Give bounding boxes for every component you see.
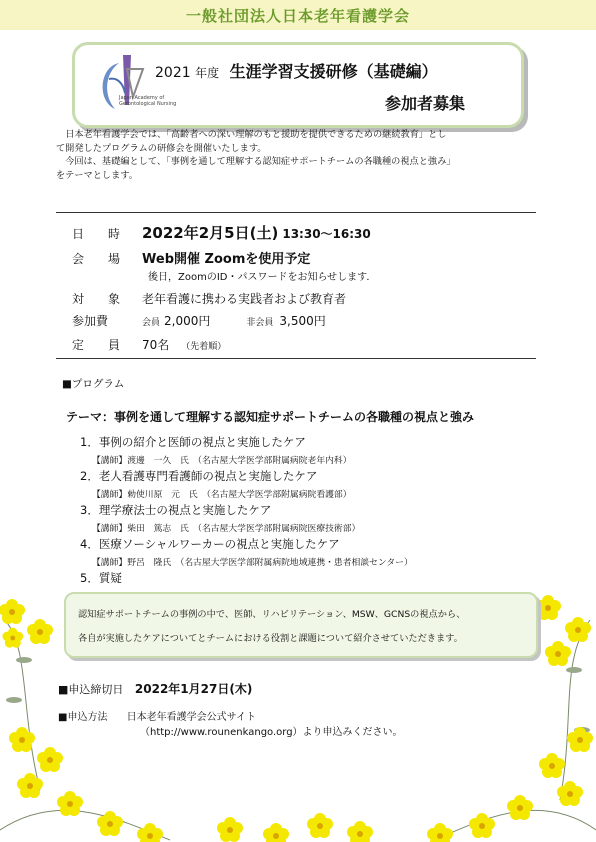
title-nendo: 年度 bbox=[195, 66, 220, 80]
title-sub: 参加者募集 bbox=[385, 94, 466, 113]
title-line1 bbox=[155, 59, 438, 82]
apply-method: ■申込方法 日本老年看護学会公式サイト （http://www.rounenkango.org）より申込みください。 bbox=[58, 712, 403, 738]
title-year: 2021 bbox=[155, 65, 191, 81]
title-main: 生涯学習支援研修（基礎編） bbox=[229, 62, 438, 81]
program-heading: ■プログラム bbox=[62, 378, 125, 390]
info-fee: 参加費 会員 2,000円 非会員 3,500円 bbox=[72, 314, 326, 328]
info-date: 日 時 2022年2月5日(土) 13:30～16:30 bbox=[72, 224, 371, 242]
info-target: 対 象 老年看護に携わる実践者および教育者 bbox=[72, 292, 347, 306]
program-item-2: 2．老人看護専門看護師の視点と実施したケア bbox=[80, 469, 318, 483]
intro-text: 日本老年看護学会では、「高齢者への深い理解のもと援助を提供できるための継続教育」とし て開発したプログラムの研修会を開催いたします。 今回は、基礎編として、「事例を通して理解する認知症サポートチームの各職種の視点と強み」 をテーマとします。 bbox=[56, 129, 456, 181]
summary-line-1: 認知症サポートチームの事例の中で、医師、リハビリテーション、MSW、GCNSの視点から、 bbox=[78, 609, 466, 620]
program-lecturer-4: 【講師】野呂 隆氏 （名古屋大学医学部附属病院地域連携・患者相談センター） bbox=[92, 558, 413, 568]
info-venue: 会 場 Web開催 Zoomを使用予定 bbox=[72, 252, 311, 267]
deadline: ■申込締切日 2022年1月27日(木) bbox=[58, 682, 253, 696]
program-lecturer-3: 【講師】柴田 篤志 氏 （名古屋大学医学部附属病院医療技術部） bbox=[92, 524, 361, 534]
program-item-3: 3．理学療法士の視点と実施したケア bbox=[80, 503, 272, 517]
program-lecturer-1: 【講師】渡邊 一久 氏 （名古屋大学医学部附属病院老年内科） bbox=[92, 456, 352, 466]
org-name: 一般社団法人日本老年看護学会 bbox=[185, 6, 410, 25]
title-box bbox=[72, 42, 524, 128]
summary-line-2: 各自が実施したケアについてとチームにおける役割と課題について紹介させていただきます。 bbox=[78, 633, 463, 644]
program-theme: テーマ：事例を通して理解する認知症サポートチームの各職種の視点と強み bbox=[66, 410, 475, 424]
program-item-5: 5．質疑 bbox=[80, 571, 122, 585]
divider-bottom bbox=[56, 358, 536, 359]
logo-caption: Japan Academy of Gerontological Nursing bbox=[119, 95, 177, 107]
info-capacity: 定 員 70名 （先着順） bbox=[72, 338, 227, 352]
header-bar bbox=[0, 0, 596, 30]
summary-box bbox=[64, 592, 538, 658]
program-lecturer-2: 【講師】勅使川原 元 氏 （名古屋大学医学部附属病院看護部） bbox=[92, 490, 352, 500]
divider-top bbox=[56, 212, 536, 213]
program-item-1: 1．事例の紹介と医師の視点と実施したケア bbox=[80, 435, 306, 449]
program-item-4: 4．医療ソーシャルワーカーの視点と実施したケア bbox=[80, 537, 340, 551]
info-venue-note: 後日，ZoomのID・パスワードをお知らせします． bbox=[148, 272, 377, 283]
apply-url[interactable]: （http://www.rounenkango.org）より申込みください。 bbox=[140, 727, 403, 738]
